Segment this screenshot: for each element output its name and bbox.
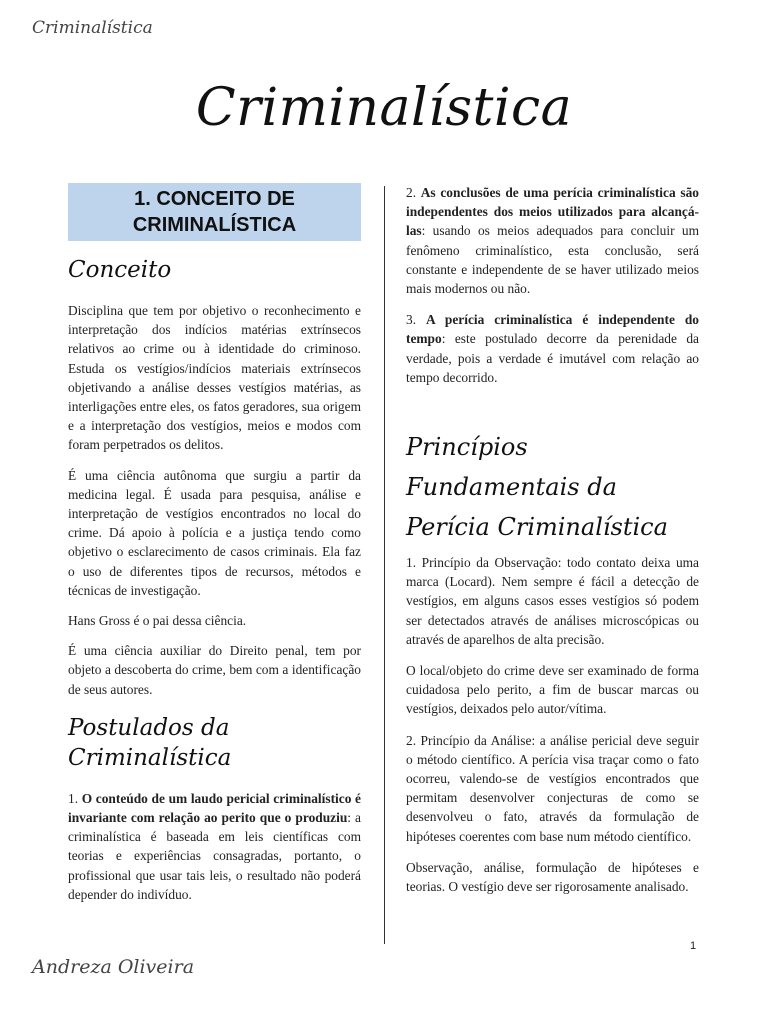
postulado-statement: As conclusões de uma perícia criminalística são independentes dos meios utilizados para alcançá-las: [406, 185, 699, 239]
page-title: Criminalística: [195, 78, 573, 138]
postulado-explanation: : usando os meios adequados para concluir um fenômeno criminalístico, esta conclusão, será constante e independente de se haver utilizado meios mais modernos ou não.: [406, 223, 699, 297]
postulados-heading: Postulados da Criminalística: [68, 714, 232, 771]
postulado-statement: O conteúdo de um laudo pericial criminalístico é invariante com relação ao perito que o produziu: [68, 790, 361, 826]
postulado-1: [68, 789, 361, 904]
paragraph: O local/objeto do crime deve ser examinado de forma cuidadosa pelo perito, a fim de buscar marcas ou vestígios, deixados pelo autor/vítima.: [406, 663, 699, 717]
paragraph: Observação, análise, formulação de hipóteses e teorias. O vestígio deve ser rigorosamente analisado.: [406, 859, 699, 895]
paragraph: Hans Gross é o pai dessa ciência.: [68, 613, 247, 629]
paragraph: Disciplina que tem por objetivo o reconhecimento e interpretação dos indícios matérias extrínsecos relativos ao crime ou à identidade do criminoso. Estuda os vestígios/indícios materiais extrínsecos objetivando a análise desses vestígios matérias, as interligações entre eles, os fatos geradores, sua origem e a interpretação dos vestígios, meios e modos com foram perpetrados os delitos.: [68, 303, 361, 453]
postulado-2: [406, 183, 699, 298]
postulado-explanation: : a criminalística é baseada em leis científicas com teorias e experiências consagradas, portanto, o profissional que usar tais leis, o resultado não poderá depender do indivíduo.: [68, 810, 361, 902]
postulado-number: 3.: [406, 312, 417, 328]
left-column: [68, 183, 361, 915]
section-banner: 1. CONCEITO DE CRIMINALÍSTICA: [68, 183, 361, 241]
postulado-3: [406, 310, 699, 387]
column-divider: [384, 186, 385, 944]
paragraph: 1. Princípio da Observação: todo contato deixa uma marca (Locard). Nem sempre é fácil a detecção de vestígios, em alguns casos esses vestígios só podem ser detectados através de análises microscópicas ou através de aparelhos de alta precisão.: [406, 555, 699, 647]
paragraph: 2. Princípio da Análise: a análise pericial deve seguir o método científico. A perícia visa traçar como o fato ocorreu, valendo-se de vestígios encontrados que permitam desenvolver conjecturas de como se desenvolveu o fato, através da formulação de hipóteses coerentes com base num método científico.: [406, 732, 699, 844]
postulado-statement: A perícia criminalística é independente do tempo: [406, 312, 699, 347]
running-header: Criminalística: [32, 18, 153, 38]
principios-heading: Princípios Fundamentais da Perícia Criminalística: [406, 433, 668, 542]
page-number: 1: [690, 940, 697, 952]
postulado-number: 2.: [406, 185, 417, 200]
conceito-heading: Conceito: [68, 257, 172, 283]
right-column: [406, 183, 699, 908]
author-footer: Andreza Oliveira: [32, 956, 195, 978]
paragraph: É uma ciência autônoma que surgiu a partir da medicina legal. É usada para pesquisa, análise e interpretação de vestígios encontrados no local do crime. Dá apoio à polícia e a justiça tendo como objetivo o esclarecimento de casos criminais. Ela faz o uso de diferentes tipos de recursos, métodos e técnicas de investigação.: [68, 467, 361, 598]
postulado-explanation: : este postulado decorre da perenidade da verdade, pois a verdade é imutável com relação ao tempo decorrido.: [406, 331, 699, 385]
paragraph: É uma ciência auxiliar do Direito penal, tem por objeto a descoberta do crime, bem com a identificação de seus autores.: [68, 643, 361, 697]
postulado-number: 1.: [68, 790, 79, 806]
